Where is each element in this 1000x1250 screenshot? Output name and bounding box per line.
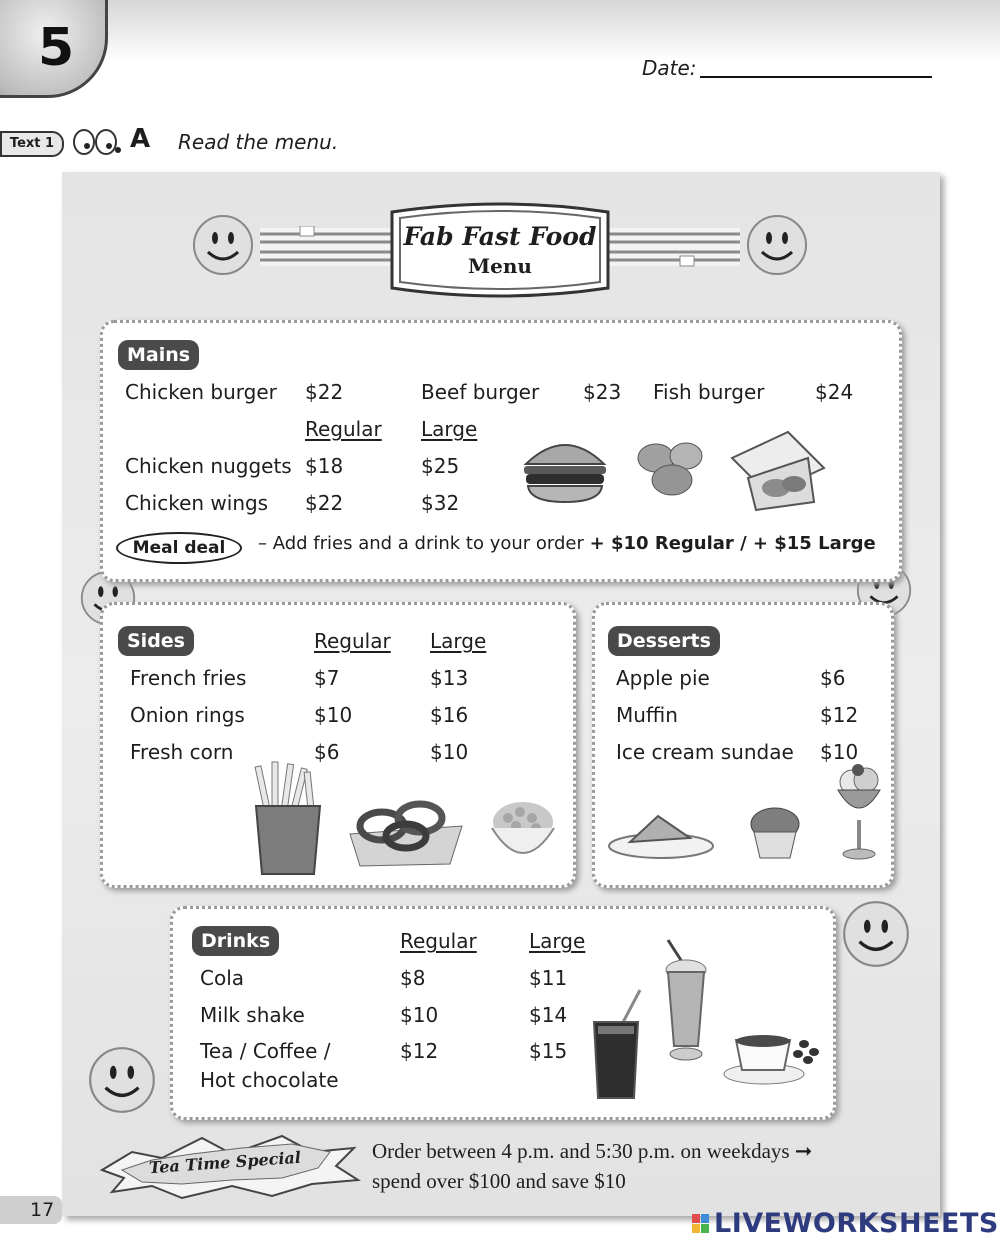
menu-item-price-large: $15: [529, 1039, 568, 1063]
muffin-icon: [748, 804, 802, 860]
menu-item-price-large: $25: [421, 454, 460, 478]
menu-item-price: $10: [820, 740, 859, 764]
menu-item-price-regular: $10: [400, 1003, 439, 1027]
menu-item-price-large: $32: [421, 491, 460, 515]
menu-item-price-regular: $10: [314, 703, 353, 727]
page-number: 17: [0, 1196, 62, 1224]
column-header-regular: Regular: [314, 629, 391, 653]
milkshake-icon: [660, 938, 712, 1064]
menu-item-price-large: $13: [430, 666, 469, 690]
smiley-icon: [842, 900, 910, 968]
date-answer-line[interactable]: [700, 76, 932, 78]
menu-subtitle: Menu: [468, 254, 532, 278]
desserts-heading: Desserts: [608, 626, 720, 656]
meal-deal-text: – Add fries and a drink to your order: [258, 533, 584, 554]
column-header-large: Large: [529, 929, 586, 953]
menu-item-name: Chicken wings: [125, 491, 269, 515]
menu-item-name: Chicken burger: [125, 380, 277, 404]
fries-icon: [248, 760, 328, 876]
menu-item-name: Muffin: [616, 703, 678, 727]
menu-item-price-regular: $12: [400, 1039, 439, 1063]
menu-item-name: French fries: [130, 666, 247, 690]
menu-item-name: Fish burger: [653, 380, 765, 404]
liveworksheets-logo-icon: [692, 1214, 710, 1234]
menu-item-price-large: $10: [430, 740, 469, 764]
menu-item-name-continued: Hot chocolate: [200, 1068, 339, 1092]
top-banner: [0, 0, 1000, 60]
menu-item-price: $6: [820, 666, 846, 690]
coffee-cup-icon: [720, 1024, 824, 1086]
menu-item-name: Chicken nuggets: [125, 454, 292, 478]
smiley-icon: [88, 1046, 156, 1114]
column-header-large: Large: [430, 629, 487, 653]
activity-letter: A: [130, 124, 151, 154]
menu-item-price-large: $11: [529, 966, 568, 990]
corn-bowl-icon: [486, 794, 560, 868]
onion-rings-icon: [346, 790, 466, 868]
unit-number: 5: [38, 18, 75, 78]
date-label: Date:: [642, 56, 697, 80]
read-eyes-icon: [72, 128, 124, 156]
tea-time-offer: [372, 1136, 812, 1196]
instruction: Read the menu.: [178, 130, 339, 154]
apple-pie-icon: [606, 808, 716, 860]
menu-item-name: Milk shake: [200, 1003, 305, 1027]
menu-item-name: Beef burger: [421, 380, 540, 404]
nugget-box-icon: [728, 428, 828, 514]
column-header-large: Large: [421, 417, 478, 441]
meal-deal-description: [258, 533, 876, 554]
menu-item-name: Tea / Coffee /: [200, 1039, 331, 1063]
menu-item-name: Ice cream sundae: [616, 740, 794, 764]
menu-item-price-large: $14: [529, 1003, 568, 1027]
meal-deal-badge: Meal deal: [116, 532, 242, 564]
menu-item-name: Fresh corn: [130, 740, 234, 764]
burger-icon: [520, 432, 610, 506]
menu-item-price: $23: [583, 380, 622, 404]
menu-item-price: $24: [815, 380, 854, 404]
menu-item-price-regular: $7: [314, 666, 340, 690]
sides-heading: Sides: [118, 626, 194, 656]
column-header-regular: Regular: [305, 417, 382, 441]
watermark: LIVEWORKSHEETS: [714, 1208, 999, 1239]
smiley-icon: [746, 214, 808, 276]
menu-title: Fab Fast Food: [403, 222, 597, 251]
menu-item-name: Onion rings: [130, 703, 245, 727]
drinks-heading: Drinks: [192, 926, 279, 956]
cola-icon: [590, 988, 652, 1102]
menu-item-price: $12: [820, 703, 859, 727]
menu-item-price: $22: [305, 380, 344, 404]
column-header-regular: Regular: [400, 929, 477, 953]
mains-heading: Mains: [118, 340, 199, 370]
meal-deal-price: + $10 Regular / + $15 Large: [589, 533, 876, 554]
smiley-icon: [192, 214, 254, 276]
menu-item-price-regular: $8: [400, 966, 426, 990]
menu-item-name: Cola: [200, 966, 245, 990]
menu-item-price-large: $16: [430, 703, 469, 727]
menu-item-price-regular: $18: [305, 454, 344, 478]
tea-time-line-1: Order between 4 p.m. and 5:30 p.m. on weekdays ➞: [372, 1139, 813, 1163]
nuggets-icon: [632, 434, 714, 502]
menu-item-price-regular: $6: [314, 740, 340, 764]
tea-time-line-2: spend over $100 and save $10: [372, 1169, 626, 1193]
sundae-icon: [834, 760, 884, 862]
tea-time-label: Tea Time Special: [148, 1147, 302, 1178]
menu-item-name: Apple pie: [616, 666, 710, 690]
text-tag: Text 1: [0, 131, 64, 157]
menu-item-price-regular: $22: [305, 491, 344, 515]
